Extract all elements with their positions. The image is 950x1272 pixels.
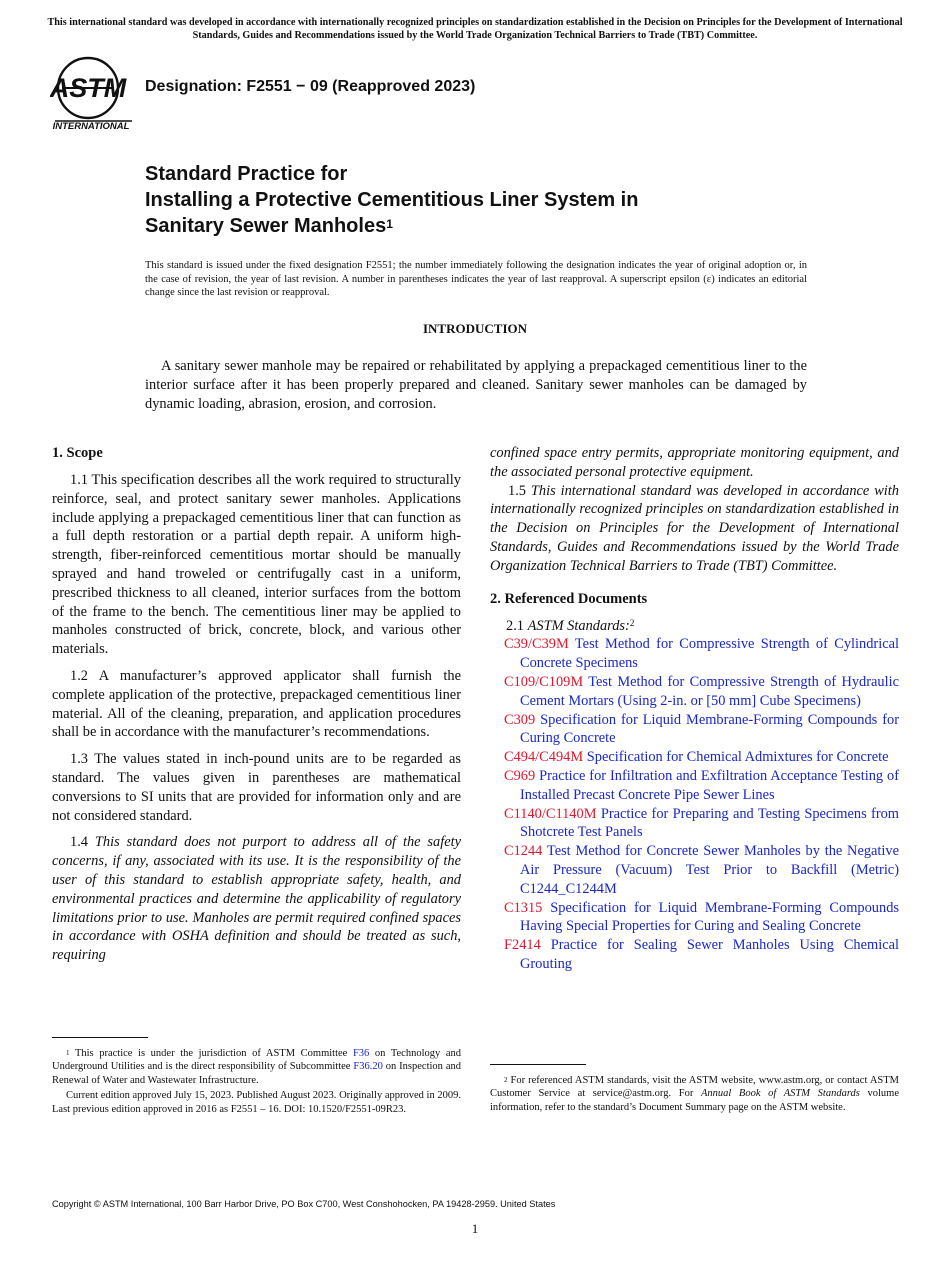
scope-heading: 1. Scope xyxy=(52,445,103,461)
reference-title[interactable]: Test Method for Concrete Sewer Manholes by the Negative Air Pressure (Vacuum) Test Prior to Backfill (Metric) C1244_C1244M xyxy=(520,843,899,897)
footnote-1-text-a: This practice is under the jurisdiction of ASTM Committee xyxy=(74,1048,348,1059)
scope-1-2: 1.2 A manufacturer’s approved applicator shall furnish the complete application of the protective, prepackaged cementitious liner material. All of the cleaning, preparation, and application procedures shall be in accordance with the manufacturer’s recommendations. xyxy=(52,667,461,741)
reference-title[interactable]: Specification for Liquid Membrane-Forming Compounds for Curing Concrete xyxy=(520,711,899,747)
reference-code[interactable]: C494/C494M xyxy=(504,749,584,766)
scope-1-5 xyxy=(490,482,899,576)
reference-item[interactable] xyxy=(490,899,899,937)
footnote-2 xyxy=(490,1074,899,1114)
reference-item[interactable] xyxy=(490,767,899,805)
astm-standards-fn-mark: 2 xyxy=(629,617,635,628)
reference-title[interactable]: Practice for Infiltration and Exfiltration Acceptance Testing of Installed Precast Concrete Pipe Sewer Lines xyxy=(520,767,899,803)
designation: Designation: F2551 − 09 (Reapproved 2023) xyxy=(145,78,476,95)
title-line-1: Standard Practice for xyxy=(145,163,348,185)
copyright-notice: Copyright © ASTM International, 100 Barr Harbor Drive, PO Box C700, West Conshohocken, PA 19428-2959. United States xyxy=(52,1199,556,1209)
footnote-2-annual-book: Annual Book of ASTM Standards xyxy=(700,1088,860,1100)
scope-1-4-number: 1.4 xyxy=(70,834,88,851)
document-title xyxy=(145,161,638,239)
referenced-documents-heading: 2. Referenced Documents xyxy=(490,590,648,607)
reference-code[interactable]: C969 xyxy=(504,767,536,784)
scope-1-4 xyxy=(52,833,461,965)
title-line-2: Installing a Protective Cementitious Liner System in xyxy=(145,189,639,211)
reference-title[interactable]: Practice for Sealing Sewer Manholes Using Chemical Grouting xyxy=(520,937,899,972)
logo-letters: ASTM xyxy=(50,73,127,103)
left-footnotes xyxy=(52,1037,461,1116)
scope-1-1: 1.1 This specification describes all the work required to structurally reinforce, seal, and protect sanitary sewer manholes. Applications include applying a prepackaged cementitious liner that can function as a full depth restoration or a partial depth repair. A uniform high-strength, fiber-reinforced cementitious mortar should be manually sprayed and hand troweled or centrifugally cast in a uniform, prescribed thickness to all cleaned, interior surfaces from the bottom of the frame to the bench. The cementitious liner may be applied to manholes constructed of brick, concrete, block, and various other materials. xyxy=(52,472,461,658)
reference-item[interactable] xyxy=(490,805,899,843)
astm-logo-icon xyxy=(50,55,136,133)
scope-1-5-text: This international standard was developed in accordance with internationally recognized principles on standardization established in the Decision on Principles for the Development of International Standards, Guides and Recommendations issued by the World Trade Organization Technical Barriers to Trade (TBT) Committee. xyxy=(490,482,899,574)
astm-standards-text: ASTM Standards: xyxy=(527,617,630,634)
committee-f36-link[interactable]: F36 xyxy=(352,1048,370,1059)
scope-1-4-continued: confined space entry permits, appropriate monitoring equipment, and the associated personal protective equipment. xyxy=(490,445,899,480)
issue-note: This standard is issued under the fixed designation F2551; the number immediately following the designation indicates the year of original adoption or, in the case of revision, the year of last revision. A number in parentheses indicates the year of last reapproval. A superscript epsilon (ε) indicates an editorial change since the last revision or reapproval. xyxy=(145,260,807,298)
footnote-2-mark: 2 xyxy=(504,1076,508,1084)
page-number: 1 xyxy=(471,1221,479,1236)
scope-1-5-number: 1.5 xyxy=(508,482,526,499)
reference-item[interactable] xyxy=(490,748,899,767)
reference-code[interactable]: C109/C109M xyxy=(504,673,584,690)
introduction-text: A sanitary sewer manhole may be repaired or rehabilitated by applying a prepackaged cementitious liner to the interior surface after it has been properly prepared and cleaned. Sanitary sewer manholes can be damaged by dynamic loading, abrasion, erosion, and corrosion. xyxy=(145,358,807,412)
title-footnote-mark: 1 xyxy=(386,217,393,231)
subcommittee-f36-20-link[interactable]: F36.20 xyxy=(353,1061,383,1073)
reference-item[interactable] xyxy=(490,842,899,898)
footnote-2-text-a: For referenced ASTM standards, visit the ASTM website, www.astm.org, or contact ASTM Customer Service at service@astm.org. For xyxy=(490,1075,899,1100)
title-line-3 xyxy=(145,213,638,239)
astm-logo xyxy=(50,55,136,133)
footnote-rule xyxy=(52,1037,148,1038)
footnote-rule xyxy=(490,1064,586,1065)
wto-notice: This international standard was developed in accordance with internationally recognized principles on standardization established in the Decision on Principles for the Development of International Standards, Guides and Recommendations issued by the World Trade Organization Technical Barriers to Trade (TBT) Committee. xyxy=(47,17,903,41)
introduction-heading: INTRODUCTION xyxy=(422,321,527,336)
reference-title[interactable]: Specification for Chemical Admixtures for Concrete xyxy=(586,749,889,766)
right-column xyxy=(490,444,899,974)
reference-title[interactable]: Specification for Liquid Membrane-Forming Compounds Having Special Properties for Curing and Sealing Concrete xyxy=(520,899,899,935)
reference-item[interactable] xyxy=(490,936,899,974)
scope-1-4-text: This standard does not purport to address all of the safety concerns, if any, associated with its use. It is the responsibility of the user of this standard to establish appropriate safety, health, and environmental practices and determine the applicability of regulatory limitations prior to use. Manholes are permit required confined spaces in accordance with OSHA definition and should be treated as such, requiring xyxy=(52,834,461,964)
reference-item[interactable] xyxy=(490,711,899,749)
left-column xyxy=(52,444,461,965)
logo-sub: INTERNATIONAL xyxy=(52,121,130,132)
footnote-1-mark: 1 xyxy=(66,1049,70,1057)
reference-code[interactable]: C1315 xyxy=(504,899,543,916)
scope-1-3: 1.3 The values stated in inch-pound units are to be regarded as standard. The values given in parentheses are mathematical conversions to SI units that are provided for information only and are not considered standard. xyxy=(52,751,461,824)
footnote-1-text-c: on Inspection and Renewal of Water and Wastewater Infrastructure. xyxy=(52,1061,462,1086)
title-line-3-text: Sanitary Sewer Manholes xyxy=(145,215,387,237)
reference-item[interactable] xyxy=(490,673,899,711)
footnote-2-text-b: volume information, refer to the standard’s Document Summary page on the ASTM website. xyxy=(490,1088,899,1113)
reference-title[interactable]: Test Method for Compressive Strength of Cylindrical Concrete Specimens xyxy=(520,636,900,672)
reference-code[interactable]: C1140/C1140M xyxy=(504,805,597,822)
reference-code[interactable]: F2414 xyxy=(504,937,541,954)
footnote-1-edition: Current edition approved July 15, 2023. Published August 2023. Originally approved in 2009. Last previous edition approved in 2016 as F2551 – 16. DOI: 10.1520/F2551-09R23. xyxy=(52,1090,461,1115)
reference-item[interactable] xyxy=(490,635,899,673)
reference-title[interactable]: Test Method for Compressive Strength of Hydraulic Cement Mortars (Using 2-in. or [50 mm] Cube Specimens) xyxy=(520,673,899,709)
astm-standards-label xyxy=(490,617,899,636)
reference-list xyxy=(490,635,899,973)
reference-code[interactable]: C39/C39M xyxy=(504,636,569,653)
reference-title[interactable]: Practice for Preparing and Testing Specimens from Shotcrete Test Panels xyxy=(520,805,899,841)
reference-code[interactable]: C1244 xyxy=(504,843,543,860)
astm-standards-number: 2.1 xyxy=(506,617,524,634)
footnote-1-text-b: on Technology and Underground Utilities and is the direct responsibility of Subcommittee xyxy=(52,1048,462,1073)
reference-code[interactable]: C309 xyxy=(504,711,536,728)
right-footnotes xyxy=(490,1064,899,1114)
footnote-1 xyxy=(52,1047,461,1087)
